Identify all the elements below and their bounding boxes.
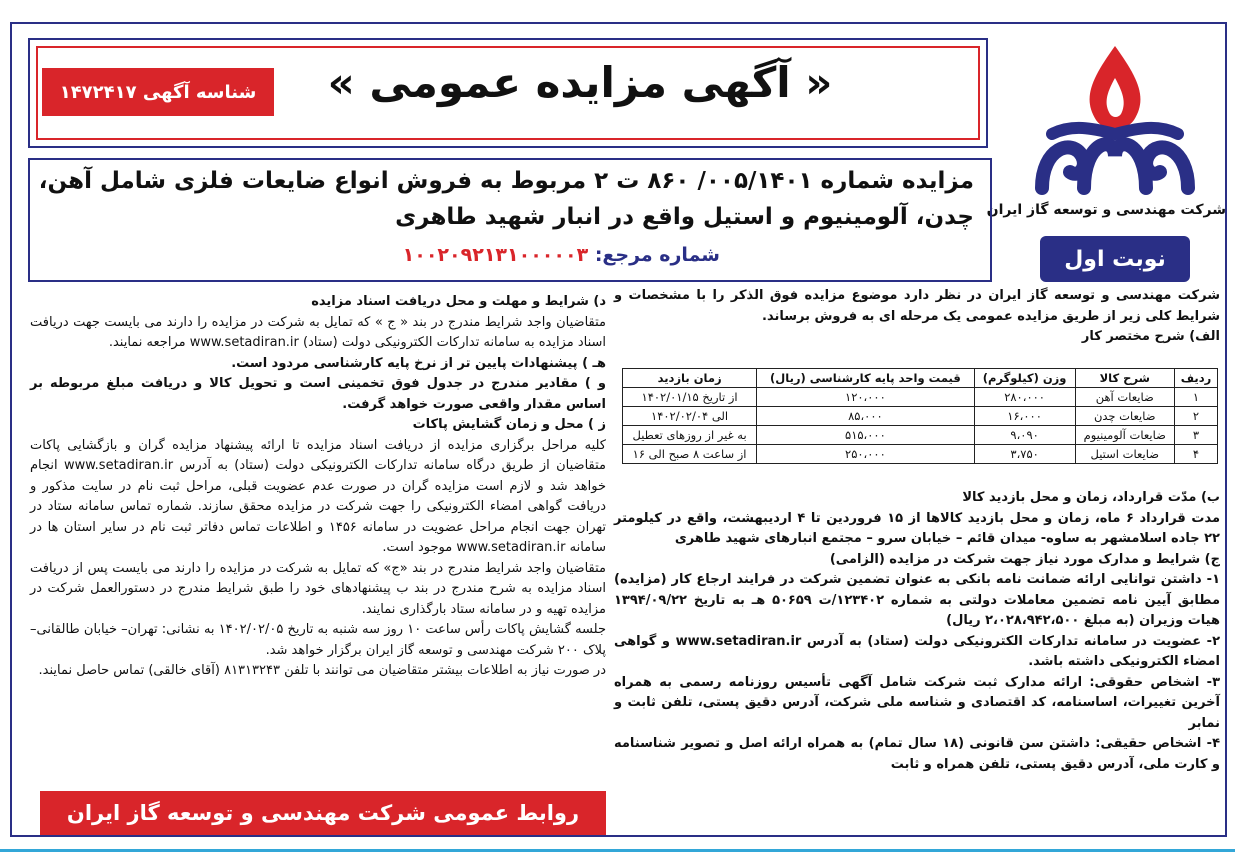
- table-row: [623, 388, 1218, 407]
- reference-label: شماره مرجع:: [594, 244, 720, 266]
- section-c-item-2: ۲- عضویت در سامانه تدارکات الکترونیکی دولت (ستاد) به آدرس www.setadiran.ir و گواهی امضاء الکترونیکی داشته باشد.: [614, 633, 1221, 669]
- table-header: زمان بازدید: [623, 369, 757, 388]
- table-cell: به غیر از روزهای تعطیل: [623, 426, 757, 445]
- table-cell: ۴: [1174, 445, 1217, 464]
- table-cell: ۳: [1174, 426, 1217, 445]
- company-name: شرکت مهندسی و توسعه گاز ایران: [986, 202, 1226, 218]
- table-cell: ضایعات آلومینیوم: [1075, 426, 1174, 445]
- header-box: [28, 38, 988, 148]
- table-cell: ۲۵۰،۰۰۰: [757, 445, 974, 464]
- section-f-text: و ) مقادیر مندرج در جدول فوق تخمینی است و تحویل کالا و دریافت مبلغ مربوطه بر اساس مقدار واقعی صورت خواهد گرفت.: [30, 376, 606, 412]
- table-header: قیمت واحد پایه کارشناسی (ریال): [757, 369, 974, 388]
- section-g-para-1: کلیه مراحل برگزاری مزایده از دریافت اسناد مزایده تا ارائه پیشنهاد مزایده گران و بازگشایی پاکات متقاضیان از طریق درگاه سامانه تدارکات الکترونیکی دولت (ستاد) به آدرس www.setadiran.ir انجام خواهد شد و لازم است مزایده گران در صورت عدم عضویت قبلی، مراحل ثبت نام در سایت مذکور و دریافت گواهی امضاء الکترونیکی را جهت شرکت در مزایده محقق سازند. شماره تماس سامانه ستاد در تهران جهت انجام مراحل عضویت در سامانه ۱۴۵۶ و اطلاعات تماس دفاتر ثبت نام در سایر استان ها در سامانه www.setadiran.ir موجود است.: [30, 437, 606, 555]
- section-e-text: هـ ) پیشنهادات پایین تر از نرخ پایه کارشناسی مردود است.: [231, 355, 606, 371]
- section-c-item-3: ۳- اشخاص حقوقی: ارائه مدارک ثبت شرکت شامل آگهی تأسیس روزنامه رسمی به همراه آخرین تغییرات، اساسنامه، کد اقتصادی و شناسه ملی شرکت، آدرس دقیق پستی، تلفن ثابت و نمابر: [614, 674, 1220, 731]
- gas-flame-logo-icon: [1022, 38, 1208, 198]
- table-header: وزن (کیلوگرم): [974, 369, 1075, 388]
- table-cell: ۵۱۵،۰۰۰: [757, 426, 974, 445]
- section-b-text: مدت قرارداد ۶ ماه، زمان و محل بازدید کالاها از ۱۵ فروردین تا ۴ اردیبهشت، واقع در کیلومتر ۲۲ جاده اسلامشهر به ساوه- میدان قائم – خیابان سرو – مجتمع انبارهای شهید طاهری: [614, 510, 1220, 546]
- right-column-lower: [614, 488, 1220, 775]
- table-row: [623, 445, 1218, 464]
- subject-line-2: چدن، آلومینیوم و استیل واقع در انبار شهید طاهری: [395, 204, 974, 230]
- section-a-title: الف) شرح مختصر کار: [1081, 329, 1220, 344]
- table-cell: ۱: [1174, 388, 1217, 407]
- section-g-para-3: جلسه گشایش پاکات رأس ساعت ۱۰ روز سه شنبه به تاریخ ۱۴۰۲/۰۲/۰۵ به نشانی: تهران– خیابان طالقانی– پلاک ۲۰۰ شرکت مهندسی و توسعه گاز ایران برگزار خواهد شد.: [30, 622, 606, 658]
- table-cell: از تاریخ ۱۴۰۲/۰۱/۱۵: [623, 388, 757, 407]
- section-c-item-4: ۴- اشخاص حقیقی: داشتن سن قانونی (۱۸ سال تمام) به همراه ارائه اصل و تصویر شناسنامه و کارت ملی، آدرس دقیق پستی، تلفن همراه و ثابت: [614, 736, 1220, 772]
- section-d-text: متقاضیان واجد شرایط مندرج در بند « ج » که تمایل به شرکت در مزایده را دارند می بایست جهت دریافت اسناد مزایده به سامانه تدارکات الکترونیکی دولت (ستاد) www.setadiran.ir مراجعه نمایند.: [30, 314, 606, 350]
- table-cell: ۲۸۰،۰۰۰: [974, 388, 1075, 407]
- section-g-para-2: متقاضیان واجد شرایط مندرج در بند «ج» که تمایل به شرکت در مزایده را دارند می بایست پس از دریافت اسناد مزایده به شرح مندرج در بند ب پیشنهادهای خود را طبق شرایط مندرج در دستورالعمل شرکت در مزایده تهیه و در سامانه ستاد بارگذاری نمایند.: [30, 560, 606, 617]
- bottom-accent-line: [0, 849, 1235, 852]
- reference-number: [403, 244, 720, 266]
- table-header: شرح کالا: [1075, 369, 1174, 388]
- section-g-para-4: در صورت نیاز به اطلاعات بیشتر متقاضیان می توانند با تلفن ۸۱۳۱۳۲۴۳ (آقای خالقی) تماس حاصل نمایند.: [38, 663, 606, 678]
- table-cell: الی ۱۴۰۲/۰۲/۰۴: [623, 407, 757, 426]
- section-c-title: ج) شرایط و مدارک مورد نیاز جهت شرکت در مزایده (الزامی): [829, 551, 1220, 567]
- reference-value: ۱۰۰۲۰۹۲۱۳۱۰۰۰۰۰۳: [402, 244, 589, 266]
- section-d-title: د) شرایط و مهلت و محل دریافت اسناد مزایده: [311, 294, 606, 309]
- turn-badge: نوبت اول: [1040, 236, 1190, 282]
- table-cell: ۳،۷۵۰: [974, 445, 1075, 464]
- table-cell: ۱۲۰،۰۰۰: [757, 388, 974, 407]
- table-row: [623, 426, 1218, 445]
- public-relations-footer: روابط عمومی شرکت مهندسی و توسعه گاز ایران: [40, 791, 606, 835]
- items-table: [622, 368, 1218, 464]
- table-cell: ۲: [1174, 407, 1217, 426]
- table-cell: ۱۶،۰۰۰: [974, 407, 1075, 426]
- company-logo: [1010, 38, 1220, 228]
- table-cell: ۸۵،۰۰۰: [757, 407, 974, 426]
- section-g-title: ز ) محل و زمان گشایش پاکات: [412, 417, 606, 432]
- table-cell: ضایعات استیل: [1075, 445, 1174, 464]
- section-c-item-1: ۱- داشتن توانایی ارائه ضمانت نامه بانکی به عنوان تضمین شرکت در فرایند ارجاع کار (مزایده) مطابق آیین نامه تضمین معاملات دولتی به شماره ۱۲۳۴۰۲/ت ۵۰۶۵۹ هـ به تاریخ ۱۳۹۴/۰۹/۲۲ هیات وزیران (به مبلغ ۲،۰۲۸،۹۴۲،۵۰۰ ریال): [614, 572, 1221, 628]
- table-cell: ضایعات آهن: [1075, 388, 1174, 407]
- page-title: « آگهی مزایده عمومی »: [327, 58, 833, 107]
- right-column: [614, 286, 1220, 348]
- left-column: [30, 292, 606, 682]
- intro-text: شرکت مهندسی و توسعه گاز ایران در نظر دارد موضوع مزایده فوق الذکر را با مشخصات و شرایط کلی زیر از طریق مزایده عمومی یک مرحله ای به فروش برساند.: [614, 288, 1220, 324]
- table-cell: ۹،۰۹۰: [974, 426, 1075, 445]
- subject-line-1: مزایده شماره ۰۰۵/۱۴۰۱/ ۸۶۰ ت ۲ مربوط به فروش انواع ضایعات فلزی شامل آهن،: [38, 168, 974, 194]
- ad-id-badge: شناسه آگهی ۱۴۷۲۴۱۷: [42, 68, 274, 116]
- table-row: [623, 407, 1218, 426]
- table-cell: از ساعت ۸ صبح الی ۱۶: [623, 445, 757, 464]
- table-header-row: [623, 369, 1218, 388]
- table-cell: ضایعات چدن: [1075, 407, 1174, 426]
- section-b-title: ب) مدّت قرارداد، زمان و محل بازدید کالا: [962, 490, 1220, 505]
- subject-box: [28, 158, 992, 282]
- table-header: ردیف: [1174, 369, 1217, 388]
